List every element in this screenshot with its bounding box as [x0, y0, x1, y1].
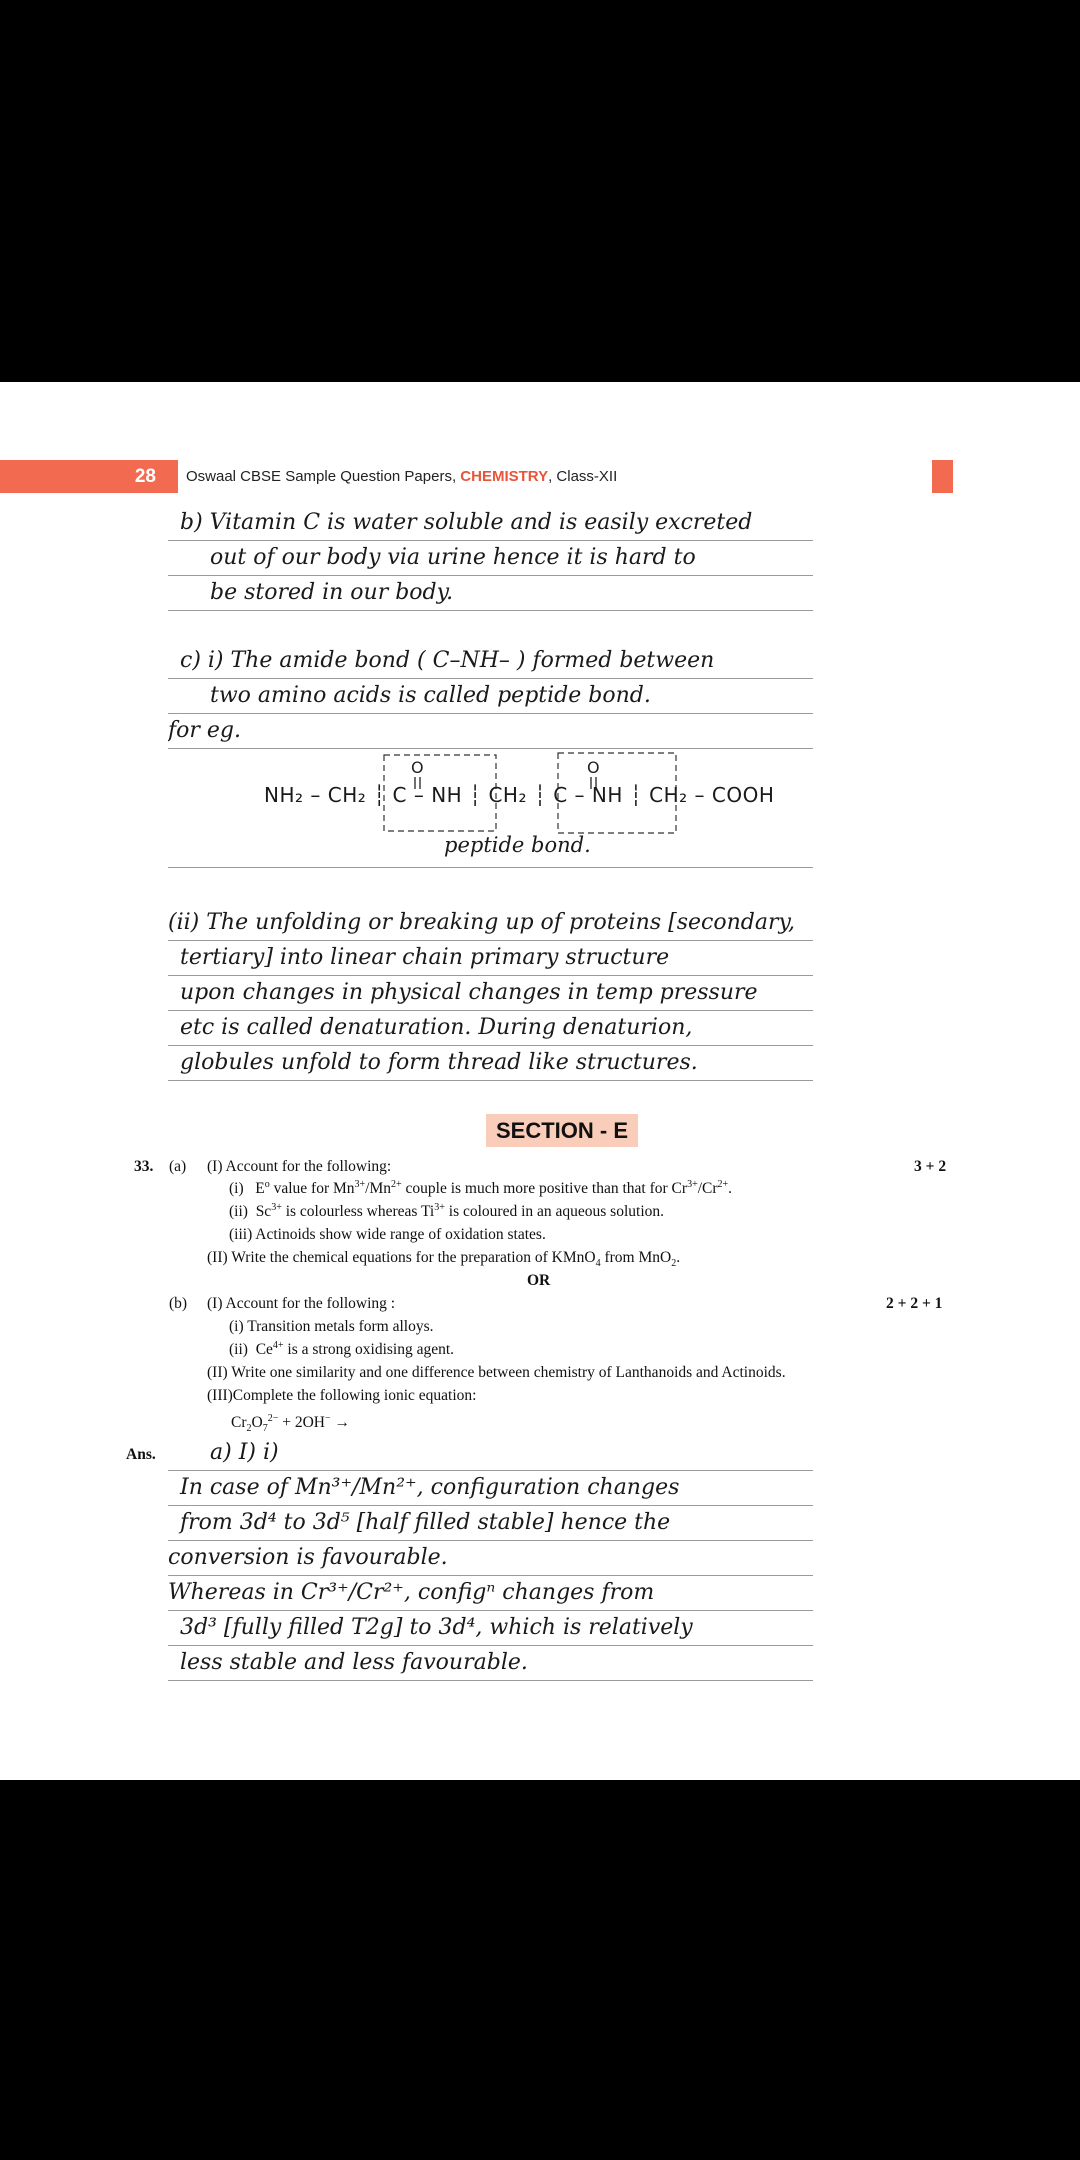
ionic-equation: $Cr_2O_7^{2-} + 2OH^-$ → [231, 1412, 350, 1435]
question-b-ii: (ii) $Ce^{4+}$ is a strong oxidising agent. [229, 1339, 455, 1358]
handwritten-answer-c [168, 644, 813, 868]
question-number: 33. [134, 1158, 154, 1175]
question-b-III: (III)Complete the following ionic equation: [207, 1387, 477, 1404]
question-a-iii: (iii) Actinoids show wide range of oxidation states. [229, 1226, 546, 1243]
question-a-ii: (ii) $Sc^{3+}$ is colourless whereas $Ti^{3+}$ is coloured in an aqueous solution. [229, 1201, 665, 1220]
svg-text:O: O [587, 758, 600, 777]
handwritten-line: out of our body via urine hence it is hard to [168, 541, 813, 576]
question-a-i: (i) $E^o$ value for $Mn^{3+}/Mn^{2+}$ couple is much more positive than that for $Cr^{3+}/Cr^{2+}$. [229, 1178, 733, 1197]
handwritten-line: etc is called denaturation. During denaturion, [168, 1011, 813, 1046]
marks-a: 3 + 2 [914, 1158, 947, 1175]
handwritten-answer-c-ii [168, 906, 813, 1081]
page-number: 28 [0, 460, 178, 493]
peptide-structure [168, 749, 813, 868]
part-a-label: (a) [169, 1158, 187, 1175]
handwritten-line: less stable and less favourable. [168, 1646, 813, 1681]
question-b-i: (i) Transition metals form alloys. [229, 1318, 434, 1335]
document-page [0, 382, 1080, 1780]
subject-name: CHEMISTRY [460, 468, 549, 485]
answer-label: Ans. [126, 1446, 156, 1463]
handwritten-line: from 3d⁴ to 3d⁵ [half filled stable] hence the [168, 1506, 813, 1541]
peptide-caption: peptide bond. [444, 833, 591, 857]
section-title: SECTION - E [486, 1114, 638, 1147]
page-header [0, 460, 1080, 493]
part-b-heading: (I) Account for the following : [207, 1295, 396, 1312]
handwritten-line: In case of Mn³⁺/Mn²⁺, configuration changes [168, 1471, 813, 1506]
part-a-heading: (I) Account for the following: [207, 1158, 392, 1175]
or-divider: OR [527, 1272, 551, 1289]
handwritten-answer-b [168, 506, 813, 611]
handwritten-line: c) i) The amide bond ( C–NH– ) formed between [168, 644, 813, 679]
handwritten-line: two amino acids is called peptide bond. [168, 679, 813, 714]
handwritten-line: for eg. [168, 714, 813, 749]
handwritten-line: upon changes in physical changes in temp pressure [168, 976, 813, 1011]
handwritten-line: 3d³ [fully filled T2g] to 3d⁴, which is relatively [168, 1611, 813, 1646]
question-a-II: (II) Write the chemical equations for the preparation of KMnO$_4$ from MnO$_2$. [207, 1249, 681, 1270]
header-tab-marker [932, 460, 953, 493]
handwritten-line: (ii) The unfolding or breaking up of proteins [secondary, [168, 906, 813, 941]
part-b-label: (b) [169, 1295, 188, 1312]
series-title: Oswaal CBSE Sample Question Papers, CHEMISTRY, Class-XII [186, 468, 618, 485]
question-b-II: (II) Write one similarity and one difference between chemistry of Lanthanoids and Actinoids. [207, 1364, 786, 1381]
handwritten-answer-33a [168, 1436, 813, 1681]
marks-b: 2 + 2 + 1 [886, 1295, 943, 1312]
handwritten-line: conversion is favourable. [168, 1541, 813, 1576]
handwritten-line: a) I) i) [168, 1436, 813, 1471]
svg-text:O: O [411, 758, 424, 777]
handwritten-line: b) Vitamin C is water soluble and is easily excreted [168, 506, 813, 541]
handwritten-line: tertiary] into linear chain primary structure [168, 941, 813, 976]
peptide-formula: NH₂ – CH₂ ┆ C – NH ┆ CH₂ ┆ C – NH ┆ CH₂ – COOH [264, 783, 775, 807]
handwritten-line: Whereas in Cr³⁺/Cr²⁺, configⁿ changes from [168, 1576, 813, 1611]
handwritten-line: be stored in our body. [168, 576, 813, 611]
handwritten-line: globules unfold to form thread like structures. [168, 1046, 813, 1081]
